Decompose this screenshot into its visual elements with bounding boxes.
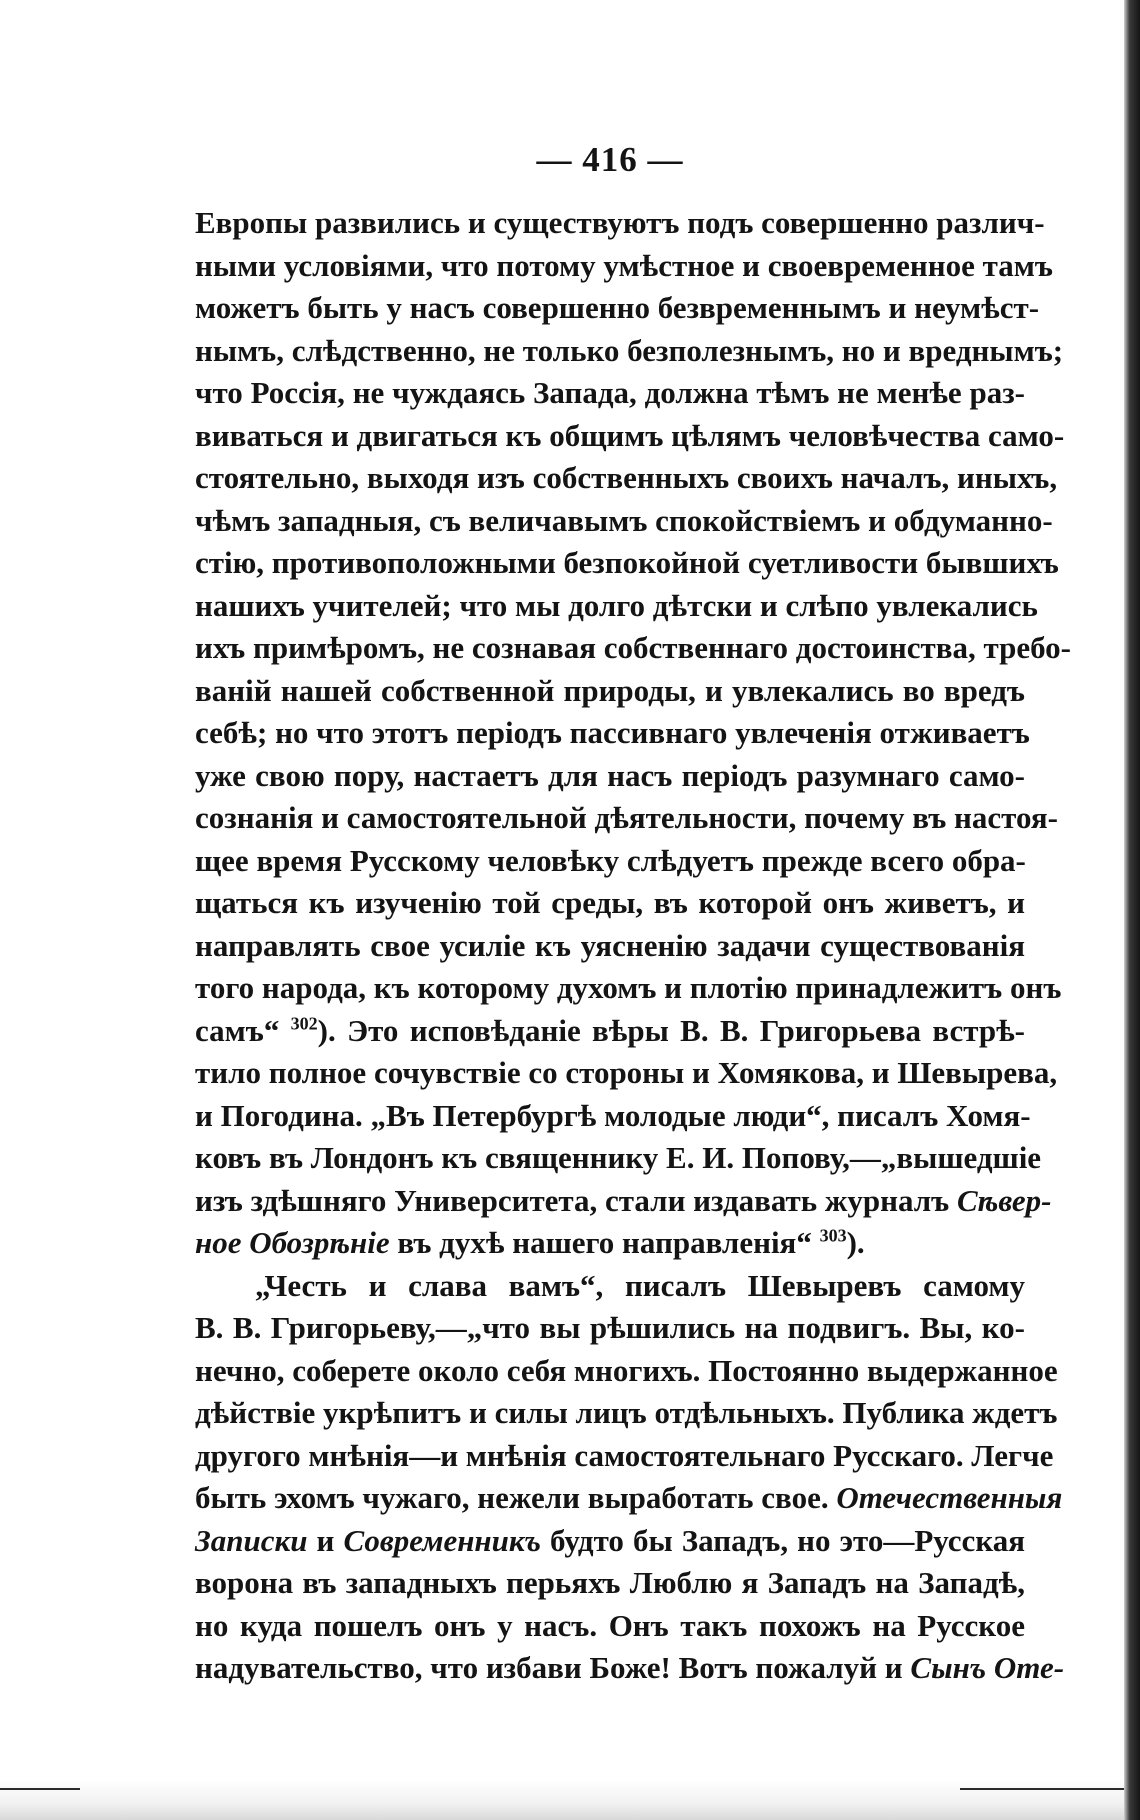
text-line: и Погодина. „Въ Петербургѣ молодые люди“, писалъ Хомя- (195, 1097, 1031, 1133)
text-line: щее время Русскому человѣку слѣдуетъ прежде всего обра- (195, 842, 1026, 878)
text-line: ихъ примѣромъ, не сознавая собственнаго достоинства, требо- (195, 630, 1071, 665)
text-line: можетъ быть у насъ совершенно безвременнымъ и неумѣст- (195, 290, 1040, 325)
text-run: и (307, 1522, 344, 1558)
text-line: ковъ въ Лондонъ къ священнику Е. И. Попову,—„вышедшіе (195, 1140, 1042, 1175)
text-run: въ духѣ нашего направленія“ (389, 1225, 820, 1260)
text-line: нашихъ учителей; что мы долго дѣтски и слѣпо увлекались (195, 587, 1038, 623)
text-line: Европы развились и существуютъ подъ совершенно различ- (195, 205, 1045, 240)
text-line: себѣ; но что этотъ періодъ пассивнаго увлеченія отживаетъ (195, 715, 1030, 750)
journal-title: Сынъ Оте- (910, 1650, 1065, 1685)
text-line: но куда пошелъ онъ у насъ. Онъ такъ похожъ на Русское (195, 1607, 1025, 1643)
text-line: „Честь и слава вамъ“, писалъ Шевыревъ самому (255, 1267, 1025, 1303)
text-line: нечно, соберете около себя многихъ. Постоянно выдержанное (195, 1352, 1058, 1388)
text-line: ными условіями, что потому умѣстное и своевременное тамъ (195, 247, 1053, 283)
journal-title: Сѣвер- (957, 1182, 1052, 1218)
text-run: надувательство, что избави Боже! Вотъ пожалуй и (195, 1650, 911, 1685)
text-line: что Россія, не чуждаясь Запада, должна тѣмъ не менѣе раз- (195, 375, 1025, 410)
page-number: — 416 — (536, 140, 684, 179)
scan-rule-left (0, 1788, 80, 1790)
book-page (195, 130, 1071, 1690)
footnote-ref: 303 (819, 1225, 847, 1246)
journal-title: Отечественныя (836, 1480, 1063, 1515)
text-line: ваній нашей собственной природы, и увлекались во вредъ (195, 672, 1025, 708)
text-line: того народа, къ которому духомъ и плотію принадлежитъ онъ (195, 970, 1062, 1005)
text-run: ). Это исповѣданіе вѣры В. В. Григорьева встрѣ- (317, 1012, 1026, 1048)
body-text (195, 202, 1071, 1690)
text-run: самъ“ (195, 1012, 291, 1048)
text-line (195, 1477, 1063, 1520)
text-line: щаться къ изученію той среды, въ которой онъ живетъ, и (195, 885, 1025, 920)
text-line: чѣмъ западныя, съ величавымъ спокойствіемъ и обдуманно- (195, 502, 1053, 538)
text-line: тило полное сочувствіе со стороны и Хомякова, и Шевырева, (195, 1055, 1058, 1090)
text-line: В. В. Григорьеву,—„что вы рѣшились на подвигъ. Вы, ко- (195, 1310, 1025, 1345)
text-run: быть эхомъ чужаго, нежели выработать свое. (195, 1480, 837, 1515)
text-line: ворона въ западныхъ перьяхъ Люблю я Западъ на Западѣ, (195, 1565, 1025, 1600)
text-line: направлять свое усиліе къ уясненію задачи существованія (195, 927, 1025, 963)
journal-title: Записки (195, 1522, 308, 1558)
journal-title: ное Обозрѣніе (195, 1225, 390, 1260)
text-line: другого мнѣнія—и мнѣнія самостоятельнаго Русскаго. Легче (195, 1437, 1054, 1473)
text-line (195, 1222, 1025, 1265)
scan-shadow-bottom (0, 1780, 1124, 1820)
text-run: ). (846, 1225, 865, 1260)
text-line (195, 1647, 1065, 1690)
text-run: изъ здѣшняго Университета, стали издавать журналъ (195, 1182, 950, 1218)
text-line: нымъ, слѣдственно, не только безполезнымъ, но и вреднымъ; (195, 332, 1064, 368)
text-line (195, 1520, 1025, 1563)
footnote-ref: 302 (290, 1013, 318, 1034)
text-line: уже свою пору, настаетъ для насъ періодъ разумнаго само- (195, 757, 1025, 793)
text-run: будто бы Западъ, но это—Русская (540, 1522, 1025, 1558)
text-line: виваться и двигаться къ общимъ цѣлямъ человѣчества само- (195, 417, 1065, 453)
text-line: стію, противоположными безпокойной суетливости бывшихъ (195, 545, 1059, 580)
text-line (195, 1180, 1052, 1223)
scan-rule-right (960, 1788, 1124, 1790)
journal-title: Современникъ (343, 1522, 541, 1558)
text-line: стоятельно, выходя изъ собственныхъ своихъ началъ, иныхъ, (195, 460, 1058, 495)
text-line (195, 1010, 1025, 1053)
scan-shadow-right (1124, 0, 1140, 1820)
text-line: дѣйствіе укрѣпитъ и силы лицъ отдѣльныхъ. Публика ждетъ (195, 1395, 1058, 1430)
text-line: сознанія и самостоятельной дѣятельности, почему въ настоя- (195, 800, 1058, 835)
